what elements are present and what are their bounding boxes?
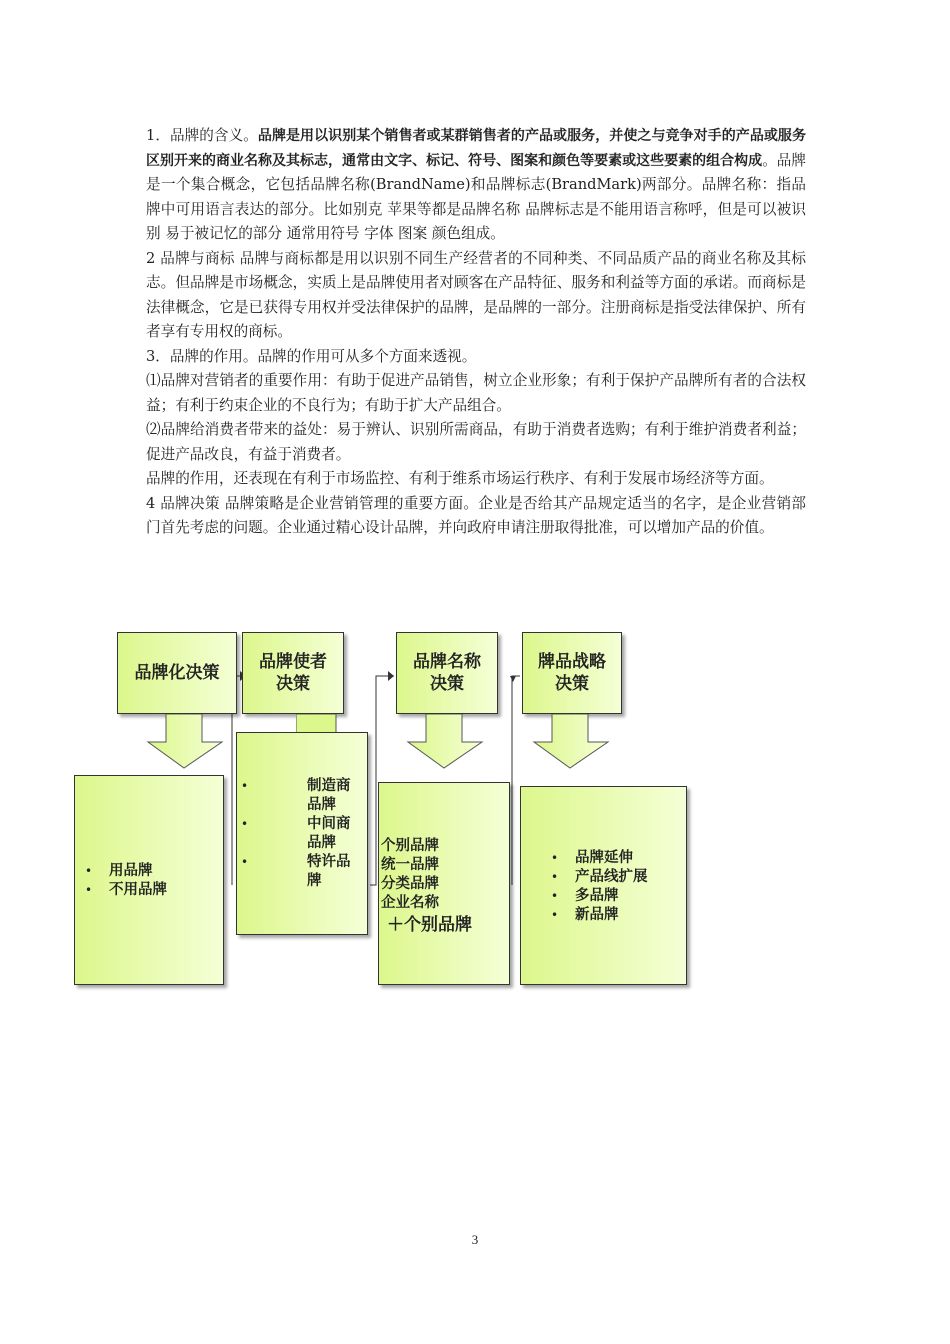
connector-arrowhead-3 — [510, 676, 516, 682]
decision-box-brand-user — [242, 632, 344, 714]
option-item: • 特许品牌 — [237, 853, 359, 891]
option-item: • 不用品牌 — [81, 881, 217, 900]
page-number: 3 — [471, 1232, 479, 1247]
p1-definition: 品牌是用以识别某个销售者或某群销售者的产品或服务，并使之与竞争对手的产品或服务区别开来的商业名称及其标志，通常由文字、标记、符号、图案和颜色等要素或这些要素的组合构成 — [146, 128, 806, 169]
paragraph-brand-role: 3．品牌的作用。品牌的作用可从多个方面来透视。 — [146, 347, 477, 365]
p1-rest: 。品牌是一个集合概念，它包括品牌名称(BrandName)和品牌标志(BrandMark)两部分。品牌名称：指品牌中可用语言表达的部分。比如别克 苹果等都是品牌名称 品牌标志是不能用语言称呼，但是可以被识别 易于被记忆的部分 通常用符号 字体 图案 颜色组成。 — [146, 151, 806, 242]
options-box-brand-user — [236, 732, 368, 935]
options-box-branding — [74, 775, 224, 985]
paragraph-brand-trademark: 2 品牌与商标 品牌与商标都是用以识别不同生产经营者的不同种类、不同品质产品的商业名称及其标志。但品牌是市场概念，实质上是品牌使用者对顾客在产品特征、服务和利益等方面的承诺。而商标是法律概念，它是已获得专用权并受法律保护的品牌，是品牌的一部分。注册商标是指受法律保护、所有者享有专用权的商标。 — [146, 249, 806, 340]
down-arrow-1 — [146, 714, 226, 770]
paragraph-role-consumer: ⑵品牌给消费者带来的益处：易于辨认、识别所需商品，有助于消费者选购；有利于维护消费者利益；促进产品改良，有益于消费者。 — [146, 421, 806, 463]
option-item: 个别品牌 — [381, 838, 439, 854]
option-item: • 产品线扩展 — [547, 868, 680, 887]
option-item-extra: ＋个别品牌 — [387, 915, 472, 935]
paragraph-role-market: 品牌的作用，还表现在有利于市场监控、有利于维系市场运行秩序、有利于发展市场经济等方面。 — [146, 470, 774, 487]
option-item: • 用品牌 — [81, 862, 217, 881]
paragraph-brand-decision: 4 品牌决策 品牌策略是企业营销管理的重要方面。企业是否给其产品规定适当的名字，是企业营销部门首先考虑的问题。企业通过精心设计品牌，并向政府申请注册取得批准，可以增加产品的价值。 — [146, 494, 806, 536]
decision-label-brand-name: 品牌名称 决策 — [413, 652, 481, 694]
decision-box-brand-name — [396, 632, 498, 714]
connector-arrowhead-2 — [388, 671, 394, 681]
option-item: 分类品牌 — [381, 876, 439, 892]
decision-box-brand-strategy — [522, 632, 622, 714]
option-item: • 品牌延伸 — [547, 849, 680, 868]
decision-label-brand-strategy: 牌品战略 决策 — [538, 652, 606, 694]
option-item: • 新品牌 — [547, 906, 680, 925]
option-item: • 制造商品牌 — [237, 777, 359, 815]
option-item: • 中间商品牌 — [237, 815, 359, 853]
decision-label-branding: 品牌化决策 — [134, 663, 220, 683]
down-arrow-4 — [532, 714, 612, 770]
connector-3-4 — [512, 676, 520, 885]
option-item: 统一品牌 — [381, 857, 439, 873]
options-box-brand-strategy — [520, 786, 687, 985]
decision-box-branding — [117, 632, 237, 714]
p1-lead: 1．品牌的含义。 — [146, 127, 258, 144]
option-item: 企业名称 — [381, 895, 439, 911]
paragraph-role-marketer: ⑴品牌对营销者的重要作用：有助于促进产品销售，树立企业形象；有利于保护产品牌所有者的合法权益；有利于约束企业的不良行为；有助于扩大产品组合。 — [146, 372, 806, 414]
decision-label-brand-user: 品牌使者 决策 — [259, 652, 327, 694]
option-item: • 多品牌 — [547, 887, 680, 906]
down-arrow-3 — [406, 714, 486, 770]
options-box-brand-name — [378, 782, 510, 985]
